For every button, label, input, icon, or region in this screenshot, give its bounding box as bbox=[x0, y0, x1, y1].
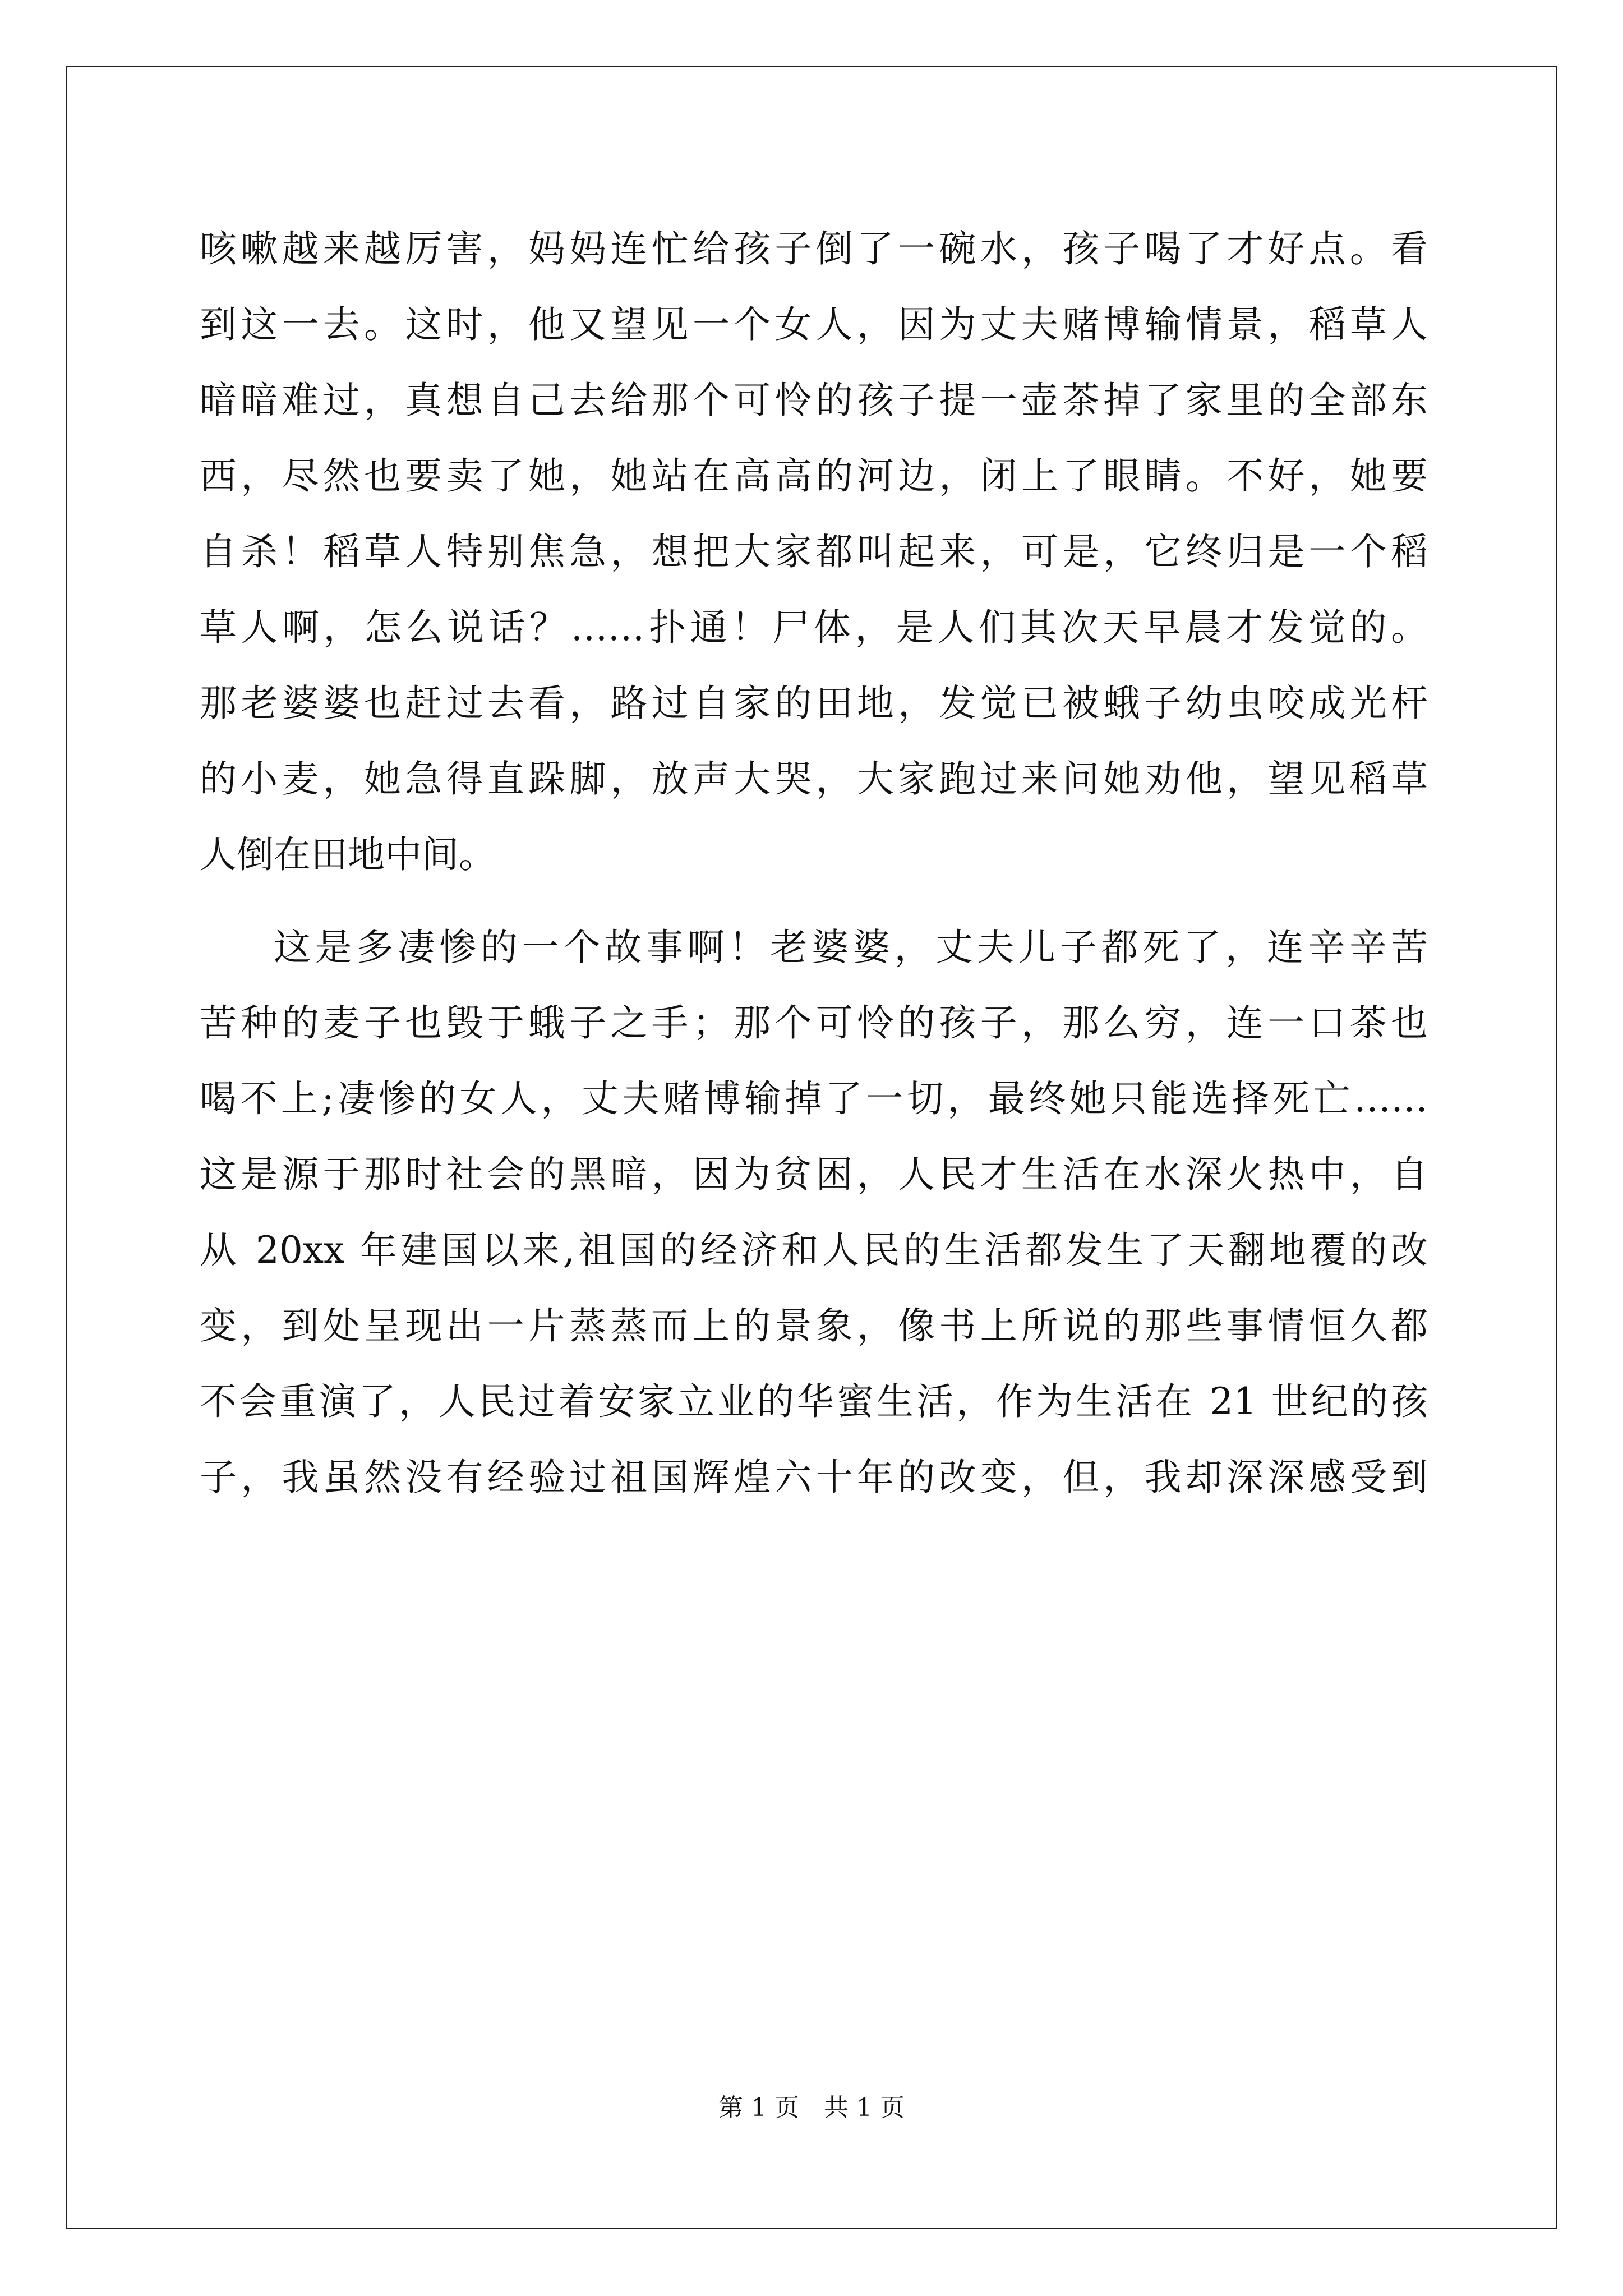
text-line: 咳嗽越来越厉害，妈妈连忙给孩子倒了一碗水，孩子喝了才好点。看 bbox=[200, 227, 1428, 270]
text-line: 人倒在田地中间。 bbox=[200, 833, 496, 876]
text-line: 自杀！稻草人特别焦急，想把大家都叫起来，可是，它终归是一个稻 bbox=[200, 530, 1428, 573]
text-line: 西，尽然也要卖了她，她站在高高的河边，闭上了眼睛。不好，她要 bbox=[200, 454, 1428, 498]
text-line: 变，到处呈现出一片蒸蒸而上的景象，像书上所说的那些事情恒久都 bbox=[200, 1304, 1428, 1347]
text-line: 这是源于那时社会的黑暗，因为贫困，人民才生活在水深火热中，自 bbox=[200, 1153, 1428, 1196]
text-line: 不会重演了，人民过着安家立业的华蜜生活，作为生活在 21 世纪的孩 bbox=[200, 1380, 1428, 1423]
text-line: 子，我虽然没有经验过祖国辉煌六十年的改变，但，我却深深感受到 bbox=[200, 1456, 1428, 1499]
text-line: 暗暗难过，真想自己去给那个可怜的孩子提一壶茶掉了家里的全部东 bbox=[200, 379, 1428, 422]
text-line: 的小麦，她急得直跺脚，放声大哭，大家跑过来问她劝他，望见稻草 bbox=[200, 757, 1428, 800]
text-line: 苦种的麦子也毁于蛾子之手；那个可怜的孩子，那么穷，连一口茶也 bbox=[200, 1001, 1428, 1045]
text-line: 那老婆婆也赶过去看，路过自家的田地，发觉已被蛾子幼虫咬成光杆 bbox=[200, 682, 1428, 725]
text-line: 草人啊，怎么说话？……扑通！尸体，是人们其次天早晨才发觉的。 bbox=[200, 606, 1428, 649]
text-line: 到这一去。这时，他又望见一个女人，因为丈夫赌博输情景，稻草人 bbox=[200, 303, 1428, 346]
text-line: 从 20xx 年建国以来,祖国的经济和人民的生活都发生了天翻地覆的改 bbox=[200, 1228, 1428, 1272]
page-footer: 第 1 页 共 1 页 bbox=[718, 2093, 905, 2122]
text-line: 喝不上;凄惨的女人，丈夫赌博输掉了一切，最终她只能选择死亡…… bbox=[200, 1077, 1428, 1120]
text-line: 这是多凄惨的一个故事啊！老婆婆，丈夫儿子都死了，连辛辛苦 bbox=[274, 926, 1428, 969]
